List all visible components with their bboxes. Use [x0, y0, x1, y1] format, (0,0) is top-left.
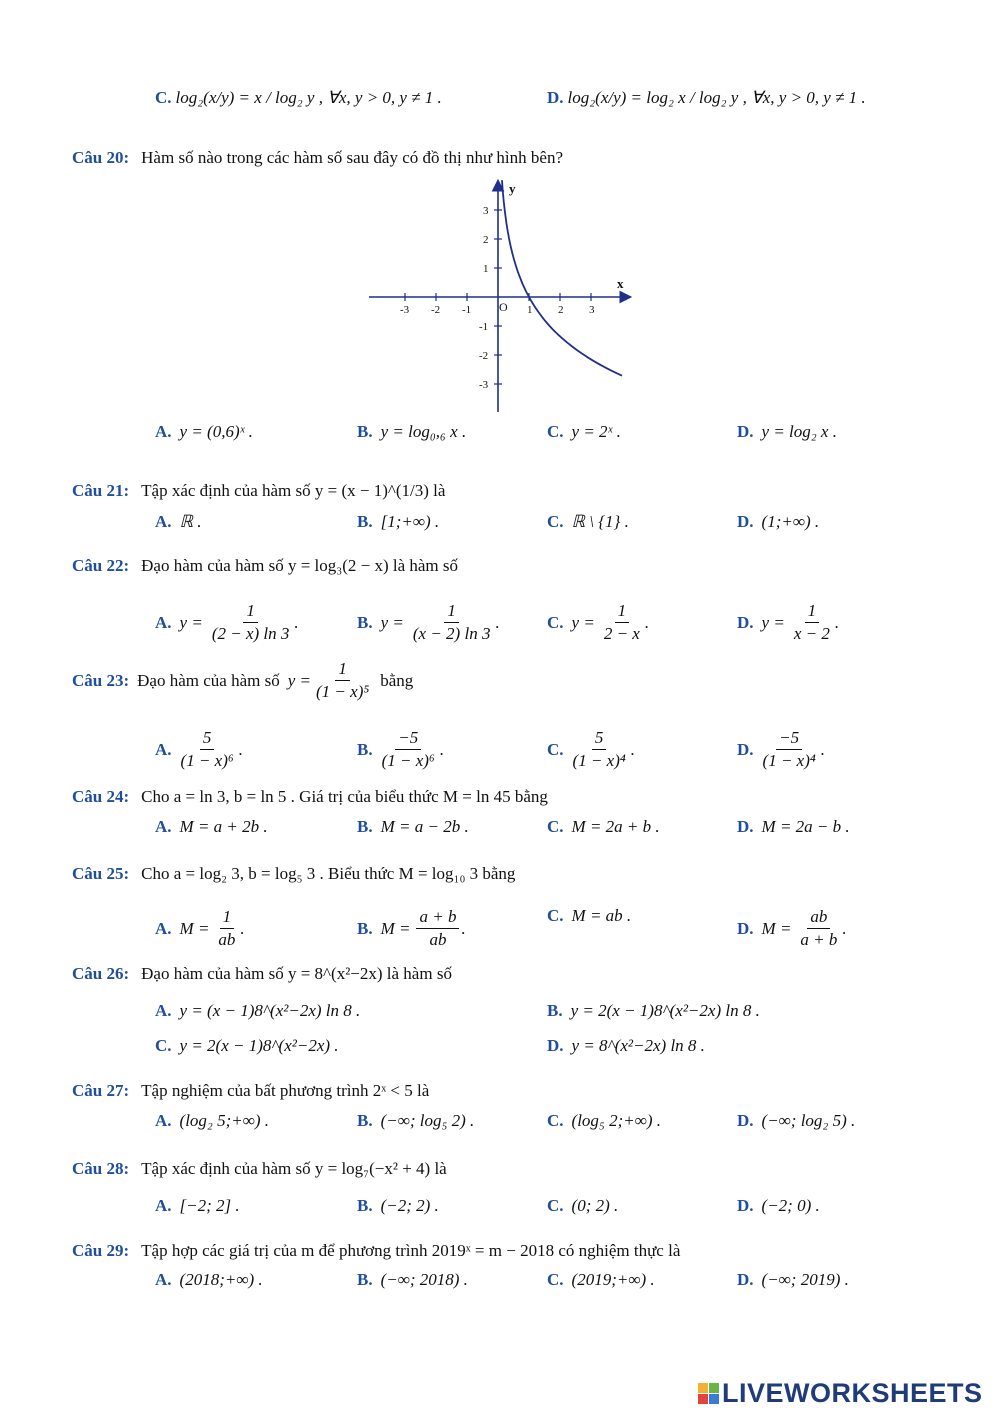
option-fraction — [379, 727, 438, 772]
q25-option-b[interactable] — [357, 906, 466, 951]
y-axis-label: y — [509, 181, 516, 196]
option-numerator: 1 — [615, 600, 630, 623]
q24-option-b[interactable] — [357, 817, 469, 837]
q28-option-b[interactable] — [357, 1196, 439, 1216]
y-tick-label: 2 — [483, 234, 489, 246]
q20-text: Hàm số nào trong các hàm số sau đây có đồ thị như hình bên? — [141, 148, 563, 167]
option-text: y = log₀,₆ x . — [380, 422, 467, 441]
option-denominator: (1 − x)⁴ — [762, 751, 816, 770]
option-denominator: x − 2 — [793, 624, 830, 643]
q29-stem — [72, 1241, 680, 1261]
q20-option-c[interactable] — [547, 422, 621, 442]
q21-label: Câu 21: — [72, 481, 130, 500]
option-numerator: ab — [807, 906, 830, 929]
q24-option-a[interactable] — [155, 817, 268, 837]
option-fraction — [601, 600, 643, 645]
option-denominator: (1 − x)⁶ — [180, 751, 234, 770]
option-suffix: . — [495, 612, 500, 632]
option-suffix: . — [439, 739, 445, 759]
q29-option-c[interactable] — [547, 1270, 655, 1290]
option-denominator: (1 − x)⁴ — [572, 751, 626, 770]
q29-text: Tập hợp các giá trị của m để phương trình 2019ˣ = m − 2018 có nghiệm thực là — [141, 1241, 681, 1260]
x-tick-label: 3 — [589, 304, 595, 316]
q22-option-d[interactable] — [737, 600, 839, 645]
option-label: C. — [547, 906, 564, 925]
option-text: (log₅ 2;+∞) . — [571, 1111, 661, 1130]
q23-text-post: bằng — [380, 670, 414, 690]
option-label: A. — [155, 1111, 172, 1130]
option-suffix: . — [834, 612, 840, 632]
q19-option-c-label: C. — [155, 88, 172, 107]
x-tick-label: -3 — [400, 304, 410, 316]
option-label: B. — [357, 1270, 373, 1289]
q26-text: Đạo hàm của hàm số y = 8^(x²−2x) là hàm số — [141, 964, 452, 983]
q27-option-a[interactable] — [155, 1111, 269, 1131]
q23-denominator: (1 − x)⁵ — [316, 682, 370, 701]
option-numerator: −5 — [776, 727, 802, 750]
option-numerator: 1 — [220, 906, 235, 929]
option-text: M = a + 2b . — [179, 817, 268, 836]
q26-stem — [72, 964, 452, 984]
option-text: [1;+∞) . — [380, 512, 440, 531]
option-numerator: 5 — [200, 727, 215, 750]
q29-option-b[interactable] — [357, 1270, 468, 1290]
q22-text: Đạo hàm của hàm số y = log₃(2 − x) là hàm số — [141, 556, 459, 575]
option-fraction — [410, 600, 494, 645]
option-denominator: 2 − x — [603, 624, 640, 643]
option-numerator: 5 — [592, 727, 607, 750]
option-prefix: y = — [761, 612, 785, 632]
option-text: y = (0,6)ˣ . — [179, 422, 253, 441]
option-label: A. — [155, 739, 172, 759]
option-label: A. — [155, 422, 172, 441]
option-label: C. — [547, 422, 564, 441]
q22-option-c[interactable] — [547, 600, 649, 645]
option-text: (−∞; 2019) . — [761, 1270, 849, 1289]
q21-option-b[interactable] — [357, 512, 439, 532]
option-denominator: a + b — [800, 930, 838, 949]
option-label: A. — [155, 512, 172, 531]
q22-option-a[interactable] — [155, 600, 299, 645]
option-label: D. — [737, 1196, 754, 1215]
q23-label: Câu 23: — [72, 670, 130, 690]
x-tick-label: -2 — [431, 304, 441, 316]
q19-option-d — [547, 88, 866, 108]
option-denominator: (x − 2) ln 3 — [412, 624, 491, 643]
option-label: C. — [547, 512, 564, 531]
q25-label: Câu 25: — [72, 864, 130, 883]
option-label: D. — [737, 612, 754, 632]
q27-option-c[interactable] — [547, 1111, 661, 1131]
option-label: C. — [547, 817, 564, 836]
q25-text: Cho a = log₂ 3, b = log₅ 3 . Biểu thức M = log₁₀ 3 bằng — [141, 864, 516, 883]
option-text: y = (x − 1)8^(x²−2x) ln 8 . — [179, 1001, 361, 1020]
q27-text: Tập nghiệm của bất phương trình 2ˣ < 5 là — [141, 1081, 430, 1100]
q21-option-c[interactable] — [547, 512, 629, 532]
q25-option-a[interactable] — [155, 906, 245, 951]
y-tick-label: 1 — [483, 263, 489, 275]
option-fraction — [791, 600, 833, 645]
option-label: D. — [737, 918, 754, 938]
option-label: B. — [357, 612, 373, 632]
option-label: C. — [547, 1196, 564, 1215]
y-tick-label: -1 — [479, 321, 489, 333]
q27-option-d[interactable] — [737, 1111, 855, 1131]
option-text: (2018;+∞) . — [179, 1270, 263, 1289]
option-text: (−∞; log₅ 2) . — [380, 1111, 475, 1130]
q29-option-a[interactable] — [155, 1270, 263, 1290]
option-fraction — [760, 727, 819, 772]
option-text: (0; 2) . — [571, 1196, 619, 1215]
q26-option-a[interactable] — [155, 1001, 360, 1021]
option-label: C. — [547, 739, 564, 759]
option-text: ℝ \ {1} . — [571, 512, 629, 531]
q20-option-b[interactable] — [357, 422, 466, 442]
option-label: B. — [357, 739, 373, 759]
option-numerator: 1 — [444, 600, 459, 623]
option-text: y = 8^(x²−2x) ln 8 . — [571, 1036, 705, 1055]
option-numerator: a + b — [416, 906, 459, 929]
x-tick-label: 2 — [558, 304, 564, 316]
q24-option-c[interactable] — [547, 817, 660, 837]
q22-stem — [72, 556, 458, 576]
q26-option-d[interactable] — [547, 1036, 705, 1056]
option-suffix: . — [630, 739, 636, 759]
option-label: C. — [547, 612, 564, 632]
q20-option-d[interactable] — [737, 422, 837, 442]
option-label: B. — [357, 817, 373, 836]
option-fraction — [570, 727, 629, 772]
q28-option-d[interactable] — [737, 1196, 820, 1216]
option-label: A. — [155, 612, 172, 632]
q28-option-c[interactable] — [547, 1196, 618, 1216]
y-tick-label: 3 — [483, 205, 489, 217]
q27-label: Câu 27: — [72, 1081, 130, 1100]
q21-option-d[interactable] — [737, 512, 819, 532]
q29-option-d[interactable] — [737, 1270, 849, 1290]
option-text: (2019;+∞) . — [571, 1270, 655, 1289]
option-label: A. — [155, 1001, 172, 1020]
q29-label: Câu 29: — [72, 1241, 130, 1260]
q23-option-b[interactable] — [357, 727, 444, 772]
option-text: (−∞; 2018) . — [380, 1270, 468, 1289]
option-text: y = 2(x − 1)8^(x²−2x) ln 8 . — [570, 1001, 760, 1020]
x-tick-label: 1 — [527, 304, 533, 316]
q27-option-b[interactable] — [357, 1111, 474, 1131]
option-numerator: −5 — [395, 727, 421, 750]
option-label: D. — [737, 739, 754, 759]
option-denominator: (1 − x)⁶ — [381, 751, 435, 770]
option-label: D. — [737, 422, 754, 441]
q23-text: Đạo hàm của hàm số — [137, 670, 280, 690]
option-prefix: M = ab . — [571, 906, 632, 925]
q28-label: Câu 28: — [72, 1159, 130, 1178]
option-label: A. — [155, 1196, 172, 1215]
q20-option-a[interactable] — [155, 422, 253, 442]
option-fraction — [797, 906, 840, 951]
option-fraction — [416, 906, 459, 951]
q24-label: Câu 24: — [72, 787, 130, 806]
option-text: M = 2a − b . — [761, 817, 850, 836]
q19-option-d-label: D. — [547, 88, 564, 107]
q20-label: Câu 20: — [72, 148, 130, 167]
option-text: y = 2(x − 1)8^(x²−2x) . — [179, 1036, 339, 1055]
q23-fraction — [313, 658, 372, 703]
q21-text: Tập xác định của hàm số y = (x − 1)^(1/3) là — [141, 481, 446, 500]
q26-label: Câu 26: — [72, 964, 130, 983]
q24-option-d[interactable] — [737, 817, 850, 837]
q21-option-a[interactable] — [155, 512, 202, 532]
option-label: D. — [737, 1111, 754, 1130]
option-denominator: ab — [218, 930, 236, 949]
option-label: C. — [547, 1270, 564, 1289]
q21-stem — [72, 481, 445, 501]
option-label: B. — [547, 1001, 563, 1020]
q23-expr-pre: y = — [287, 670, 312, 690]
q24-stem — [72, 787, 548, 807]
option-label: D. — [737, 817, 754, 836]
option-denominator: (2 − x) ln 3 — [211, 624, 290, 643]
q28-option-a[interactable] — [155, 1196, 240, 1216]
option-suffix: . — [294, 612, 299, 632]
option-text: M = 2a + b . — [571, 817, 660, 836]
option-prefix: y = — [571, 612, 595, 632]
option-text: M = a − 2b . — [380, 817, 469, 836]
option-label: A. — [155, 918, 172, 938]
option-numerator: 1 — [243, 600, 258, 623]
option-text: (−2; 0) . — [761, 1196, 820, 1215]
q19-option-c-expr: log₂(x/y) = x / log₂ y , ∀x, y > 0, y ≠ 1 . — [175, 88, 442, 107]
q25-stem — [72, 864, 515, 884]
option-label: C. — [155, 1036, 172, 1055]
q25-option-d[interactable] — [737, 906, 847, 951]
option-label: C. — [547, 1111, 564, 1130]
option-text: (1;+∞) . — [761, 512, 820, 531]
option-fraction — [209, 600, 293, 645]
option-text: ℝ . — [179, 512, 202, 531]
q20-stem — [72, 148, 563, 168]
q23-option-d[interactable] — [737, 727, 825, 772]
option-label: D. — [737, 512, 754, 531]
option-label: B. — [357, 1196, 373, 1215]
q23-option-a[interactable] — [155, 727, 243, 772]
option-suffix: . — [644, 612, 650, 632]
function-graph — [365, 178, 635, 418]
option-label: B. — [357, 512, 373, 531]
option-suffix: . — [820, 739, 826, 759]
option-prefix: M = — [179, 918, 210, 938]
option-prefix: M = — [761, 918, 792, 938]
option-text: y = log₂ x . — [761, 422, 837, 441]
q26-option-c[interactable] — [155, 1036, 339, 1056]
q19-option-d-expr: log₂(x/y) = log₂ x / log₂ y , ∀x, y > 0, y ≠ 1 . — [567, 88, 866, 107]
option-label: A. — [155, 817, 172, 836]
option-suffix: . — [240, 918, 245, 938]
x-tick-label: -1 — [462, 304, 472, 316]
option-fraction — [215, 906, 238, 951]
y-tick-label: -3 — [479, 379, 489, 391]
q22-label: Câu 22: — [72, 556, 130, 575]
y-tick-label: -2 — [479, 350, 489, 362]
option-label: A. — [155, 1270, 172, 1289]
q26-option-b[interactable] — [547, 1001, 760, 1021]
x-axis-label: x — [617, 276, 624, 291]
q28-text: Tập xác định của hàm số y = log₇(−x² + 4) là — [141, 1159, 447, 1178]
q24-text: Cho a = ln 3, b = ln 5 . Giá trị của biểu thức M = ln 45 bằng — [141, 787, 548, 806]
option-text: (log₂ 5;+∞) . — [179, 1111, 269, 1130]
option-label: B. — [357, 1111, 373, 1130]
option-text: (−∞; log₂ 5) . — [761, 1111, 856, 1130]
option-suffix: . — [238, 739, 244, 759]
q25-option-c[interactable] — [547, 906, 631, 926]
liveworksheets-brand: LIVEWORKSHEETS — [722, 1378, 983, 1408]
option-prefix: y = — [380, 612, 404, 632]
origin-label: O — [499, 300, 508, 314]
log-curve — [502, 180, 622, 376]
option-suffix: . — [461, 918, 466, 938]
option-label: B. — [357, 422, 373, 441]
q23-numerator: 1 — [335, 658, 350, 681]
q22-option-b[interactable] — [357, 600, 500, 645]
q27-stem — [72, 1081, 429, 1101]
q23-stem — [72, 658, 413, 703]
option-text: [−2; 2] . — [179, 1196, 240, 1215]
option-denominator: ab — [429, 930, 447, 949]
q19-option-c — [155, 88, 442, 108]
option-suffix: . — [842, 918, 847, 938]
option-fraction — [178, 727, 237, 772]
liveworksheets-logo-mark — [698, 1383, 719, 1404]
liveworksheets-logo — [698, 1378, 983, 1409]
option-label: D. — [737, 1270, 754, 1289]
option-text: (−2; 2) . — [380, 1196, 439, 1215]
option-label: D. — [547, 1036, 564, 1055]
q28-stem — [72, 1159, 447, 1179]
option-numerator: 1 — [805, 600, 820, 623]
option-text: y = 2ˣ . — [571, 422, 621, 441]
option-prefix: M = — [380, 918, 411, 938]
option-prefix: y = — [179, 612, 203, 632]
q23-option-c[interactable] — [547, 727, 635, 772]
option-label: B. — [357, 918, 373, 938]
